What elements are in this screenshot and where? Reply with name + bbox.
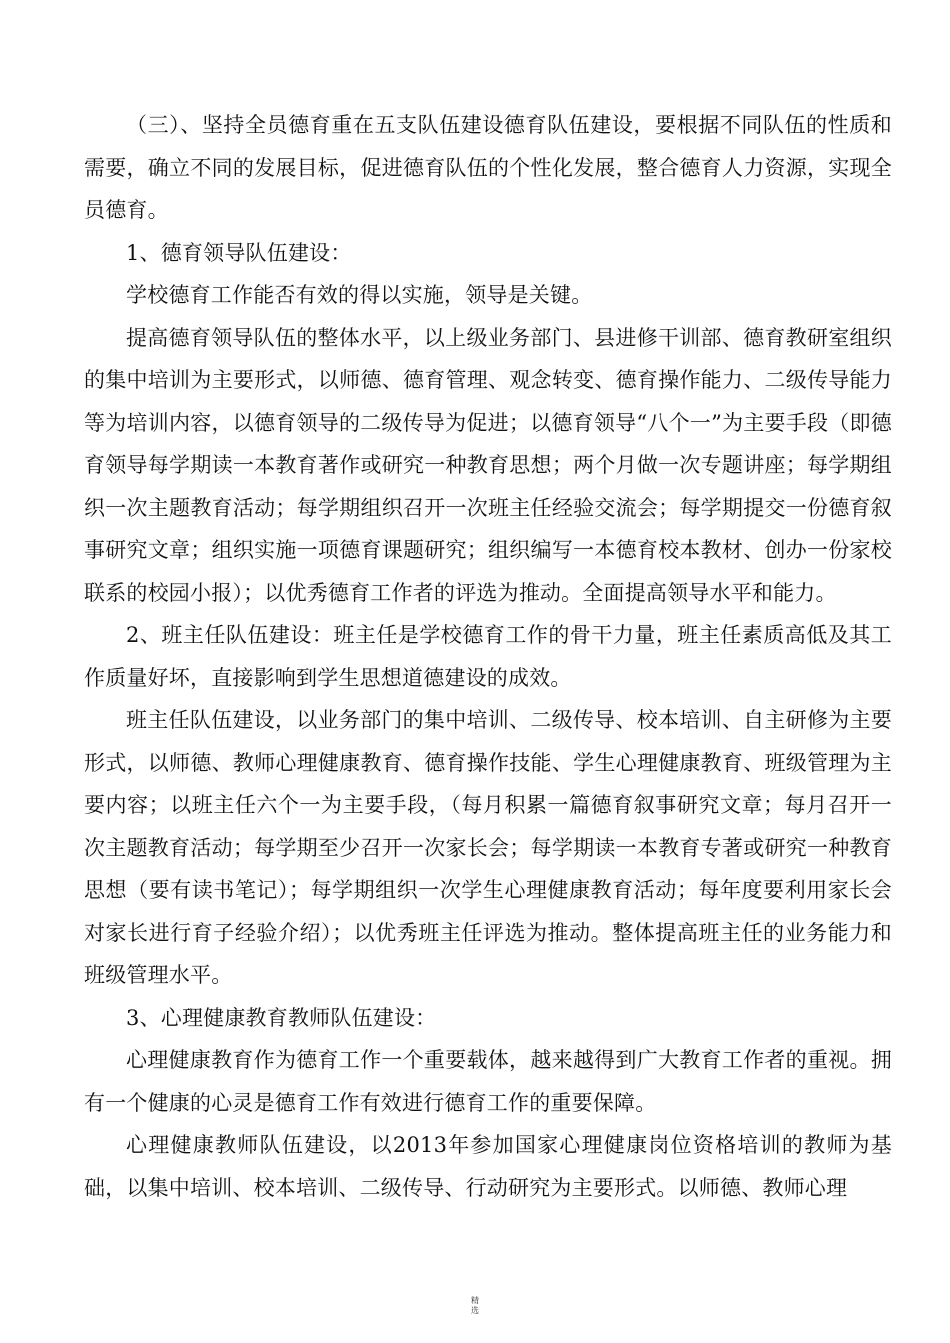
paragraph-head-teacher-team: 2、班主任队伍建设：班主任是学校德育工作的骨干力量，班主任素质高低及其工作质量好坏，直接影响到学生思想道德建设的成效。 [84, 623, 892, 690]
paragraph-mental-health-importance: 心理健康教育作为德育工作一个重要载体，越来越得到广大教育工作者的重视。拥有一个健康的心灵是德育工作有效进行德育工作的重要保障。 [84, 1048, 892, 1115]
heading-leadership-team: 1、德育领导队伍建设： [126, 240, 352, 265]
paragraph-head-teacher-detail: 班主任队伍建设，以业务部门的集中培训、二级传导、校本培训、自主研修为主要形式，以师德、教师心理健康教育、德育操作技能、学生心理健康教育、班级管理为主要内容；以班主任六个一为主要手段，（每月积累一篇德育叙事研究文章；每月召开一次主题教育活动；每学期至少召开一次家长会；每学期读一本教育专著或研究一种教育思想（要有读书笔记）；每学期组织一次学生心理健康教育活动；每年度要利用家长会对家长进行育子经验介绍）；以优秀班主任评选为推动。整体提高班主任的业务能力和班级管理水平。 [84, 708, 892, 987]
footer-char-1: 精 [471, 1296, 479, 1305]
paragraph-mental-health-detail: 心理健康教师队伍建设，以2013年参加国家心理健康岗位资格培训的教师为基础，以集中培训、校本培训、二级传导、行动研究为主要形式。以师德、教师心理 [84, 1133, 892, 1200]
footer-char-2: 选 [471, 1306, 479, 1315]
document-body [84, 104, 892, 1209]
paragraph-intro: （三）、坚持全员德育重在五支队伍建设德育队伍建设，要根据不同队伍的性质和需要，确立不同的发展目标，促进德育队伍的个性化发展，整合德育人力资源，实现全员德育。 [84, 113, 892, 222]
paragraph-leadership-detail: 提高德育领导队伍的整体水平，以上级业务部门、县进修干训部、德育教研室组织的集中培训为主要形式，以师德、德育管理、观念转变、德育操作能力、二级传导能力等为培训内容，以德育领导的二级传导为促进；以德育领导“八个一”为主要手段（即德育领导每学期读一本教育著作或研究一种教育思想；两个月做一次专题讲座；每学期组织一次主题教育活动；每学期组织召开一次班主任经验交流会；每学期提交一份德育叙事研究文章；组织实施一项德育课题研究；组织编写一本德育校本教材、创办一份家校联系的校园小报）；以优秀德育工作者的评选为推动。全面提高领导水平和能力。 [84, 325, 892, 605]
heading-mental-health-team: 3、心理健康教育教师队伍建设： [126, 1005, 437, 1030]
paragraph-leadership-key: 学校德育工作能否有效的得以实施，领导是关键。 [126, 283, 593, 307]
page-footer [0, 1296, 950, 1316]
